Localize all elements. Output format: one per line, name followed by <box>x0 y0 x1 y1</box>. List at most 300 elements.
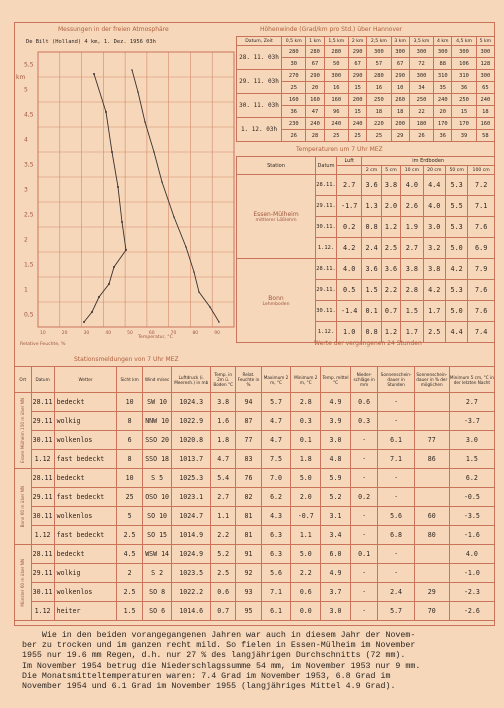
station-cell: 2.7 <box>449 393 494 412</box>
temp-value: 3.6 <box>362 259 381 280</box>
wind-speed: 20 <box>434 106 452 118</box>
wind-speed: 18 <box>391 106 409 118</box>
station-cell: 3.4 <box>321 526 351 545</box>
temps-row-date: 28.11. <box>316 175 337 196</box>
temperature-point <box>193 271 195 273</box>
temp-value: 2.2 <box>381 280 400 301</box>
station-cell: 92 <box>236 564 261 583</box>
station-cell: 86 <box>414 450 449 469</box>
temp-value: 3.2 <box>423 238 445 259</box>
wind-direction: 240 <box>349 118 367 130</box>
temp-value: 4.4 <box>445 322 467 343</box>
stations-table <box>14 366 495 621</box>
winds-table <box>236 36 495 142</box>
station-cell: 0.6 <box>211 583 236 602</box>
stations-title: Stationsmeldungen von 7 Uhr MEZ <box>74 356 179 363</box>
station-cell: 70 <box>414 602 449 621</box>
station-cell: bedeckt <box>54 393 117 412</box>
station-cell: 77 <box>236 431 261 450</box>
station-group-name: Bonn 60 m über NN <box>20 485 26 528</box>
humidity-point <box>121 221 123 223</box>
temp-value: 5.3 <box>445 175 467 196</box>
stations-col-header: Maximum 2 m, °C <box>261 367 291 393</box>
humidity-point <box>108 283 110 285</box>
temp-value: 7.6 <box>468 217 495 238</box>
station-soil: Lehmboden <box>262 301 290 307</box>
winds-col-level: 4 km <box>434 37 452 46</box>
wind-speed: 88 <box>434 58 452 70</box>
station-cell: 25 <box>117 488 142 507</box>
temp-value: 0.2 <box>337 217 362 238</box>
temp-value: 7.4 <box>468 322 495 343</box>
wind-direction: 170 <box>434 118 452 130</box>
wind-direction: 160 <box>306 94 324 106</box>
station-cell: 2.2 <box>291 564 321 583</box>
station-cell: 5.0 <box>291 469 321 488</box>
station-cell: · <box>378 488 414 507</box>
station-cell: 8 <box>117 450 142 469</box>
station-cell: 6 <box>117 431 142 450</box>
temperature-point <box>198 291 200 293</box>
wind-speed: 15 <box>349 82 367 94</box>
temp-value: 4.0 <box>337 259 362 280</box>
wind-speed: 29 <box>391 130 409 142</box>
stations-col-header: Sonnenschein-dauer in Stunden <box>378 367 414 393</box>
wind-speed: 15 <box>452 106 476 118</box>
station-cell: 6.8 <box>378 526 414 545</box>
wind-speed: 25 <box>282 82 306 94</box>
station-cell: SO 10 <box>142 507 172 526</box>
humidity-tick: 30 <box>83 331 90 336</box>
stations-col-header: Sonnenschein-dauer in % der möglichen <box>414 367 449 393</box>
station-cell: -0.7 <box>291 507 321 526</box>
station-cell: 6.2 <box>261 488 291 507</box>
station-cell: 87 <box>236 412 261 431</box>
station-cell: · <box>350 469 378 488</box>
station-cell: 29 <box>414 583 449 602</box>
station-cell: wolkig <box>54 564 117 583</box>
station-cell: 2.7 <box>211 488 236 507</box>
winds-col-level: 3 km <box>391 37 409 46</box>
station-cell: 2.8 <box>291 393 321 412</box>
paragraph-line: 1955 nur 19.6 mm Regen, d.h. nur 27 % des langjährigen Durchschnitts (72 mm). <box>22 651 406 661</box>
wind-direction: 290 <box>306 70 324 82</box>
station-cell: 2.5 <box>117 526 142 545</box>
temps-col-soil: im Erdboden <box>362 157 495 166</box>
station-cell <box>414 488 449 507</box>
wind-direction: 250 <box>452 94 476 106</box>
station-cell <box>414 564 449 583</box>
station-cell: 6.2 <box>449 469 494 488</box>
station-cell: -2.3 <box>449 583 494 602</box>
temperature-profile-line <box>132 70 219 322</box>
station-cell: wolkenlos <box>54 507 117 526</box>
station-cell: 3.9 <box>321 412 351 431</box>
station-cell: 7.1 <box>378 450 414 469</box>
station-cell: 3.0 <box>449 431 494 450</box>
wind-direction: 300 <box>409 70 433 82</box>
station-cell: 28.11 <box>31 545 54 564</box>
temp-value: 2.8 <box>401 280 423 301</box>
temp-value: 4.0 <box>423 196 445 217</box>
stations-col-header: Temp. mittel °C <box>321 367 351 393</box>
upper-air-subtitle: De Bilt (Holland) 4 km, 1. Dez. 1956 03h <box>26 39 156 45</box>
temp-value: 0.1 <box>362 301 381 322</box>
wind-direction: 300 <box>391 46 409 58</box>
station-cell: 4.7 <box>261 431 291 450</box>
paragraph-line: ber zu trocken und im ganzen recht mild. So fielen in Essen-Mülheim im November <box>22 641 416 651</box>
station-cell: 0.6 <box>350 393 378 412</box>
station-cell: fast bedeckt <box>54 488 117 507</box>
station-cell: 1024.9 <box>172 545 211 564</box>
temp-value: 2.5 <box>423 322 445 343</box>
temp-value: 1.5 <box>362 280 381 301</box>
altitude-tick: 4,5 <box>24 111 34 119</box>
station-cell: SO 8 <box>142 583 172 602</box>
wind-direction: 220 <box>367 118 391 130</box>
wind-direction: 250 <box>409 94 433 106</box>
station-cell: · <box>350 450 378 469</box>
temp-value: 5.0 <box>445 301 467 322</box>
station-cell: -3.7 <box>449 412 494 431</box>
wind-direction: 280 <box>367 70 391 82</box>
station-cell: · <box>350 431 378 450</box>
wind-direction: 300 <box>367 46 391 58</box>
station-cell: 4.7 <box>261 412 291 431</box>
upper-air-panel <box>14 22 236 352</box>
station-cell: 1024.3 <box>172 393 211 412</box>
wind-direction: 160 <box>282 94 306 106</box>
station-cell: WSW 14 <box>142 545 172 564</box>
station-cell: 2.5 <box>211 564 236 583</box>
station-cell: 76 <box>236 469 261 488</box>
station-cell: 28.11 <box>31 393 54 412</box>
temp-value: 1.2 <box>381 217 400 238</box>
temperature-point <box>218 321 220 323</box>
station-cell: fast bedeckt <box>54 450 117 469</box>
stations-col-header: Sicht km <box>117 367 142 393</box>
station-cell: · <box>378 469 414 488</box>
station-cell: 5.6 <box>261 564 291 583</box>
station-cell: 28.11 <box>31 469 54 488</box>
temp-value: -1.7 <box>337 196 362 217</box>
altitude-tick: 5,5 <box>24 61 34 69</box>
temp-value: 1.3 <box>362 196 381 217</box>
station-cell: 5.0 <box>291 545 321 564</box>
wind-speed: 16 <box>324 82 348 94</box>
station-cell: 81 <box>236 526 261 545</box>
wind-direction: 300 <box>476 46 494 58</box>
station-group-name: Münster 60 m über NN <box>20 558 26 607</box>
humidity-tick: 80 <box>192 331 199 336</box>
wind-direction: 280 <box>324 46 348 58</box>
station-cell: 81 <box>236 507 261 526</box>
stations-col-header: Datum <box>31 367 54 393</box>
wind-speed: 25 <box>349 130 367 142</box>
temperature-point <box>137 91 139 93</box>
temps-row-date: 30.11. <box>316 301 337 322</box>
chart-border <box>38 52 234 327</box>
station-cell: 1.5 <box>449 450 494 469</box>
altitude-tick: 4 <box>24 136 28 144</box>
wind-speed: 25 <box>324 130 348 142</box>
station-cell: 95 <box>236 602 261 621</box>
station-cell: 0.6 <box>291 583 321 602</box>
temps-row-date: 29.11. <box>316 280 337 301</box>
temp-value: 3.8 <box>423 259 445 280</box>
station-cell: -0.5 <box>449 488 494 507</box>
station-cell: 4.7 <box>211 450 236 469</box>
station-cell: 1014.9 <box>172 526 211 545</box>
wind-direction: 250 <box>367 94 391 106</box>
station-cell: 1013.7 <box>172 450 211 469</box>
soil-depth-header: 50 cm <box>445 166 467 175</box>
winds-col-level: 3,5 km <box>409 37 433 46</box>
station-cell: 2.0 <box>291 488 321 507</box>
temp-value: 2.7 <box>337 175 362 196</box>
wind-speed: 57 <box>367 58 391 70</box>
stations-col-header: Temp. in 2m ü. Boden °C <box>211 367 236 393</box>
temperature-axis-label: Temperatur, °C <box>138 335 173 340</box>
humidity-point <box>125 249 127 251</box>
wind-direction: 240 <box>306 118 324 130</box>
temp-value: 4.2 <box>423 280 445 301</box>
station-cell: -2.6 <box>449 602 494 621</box>
temp-value: 1.9 <box>401 217 423 238</box>
altitude-tick: 5 <box>24 86 28 94</box>
altitude-tick: 1,5 <box>24 261 34 269</box>
wind-direction: 170 <box>452 118 476 130</box>
winds-col-level: 2,5 km <box>367 37 391 46</box>
temps-table <box>236 156 495 343</box>
wind-speed: 67 <box>306 58 324 70</box>
wind-direction: 260 <box>391 94 409 106</box>
station-cell: -1.0 <box>449 564 494 583</box>
temp-value: 3.6 <box>381 259 400 280</box>
station-name: Essen-Mülheim <box>253 210 299 218</box>
paragraph-line: November 1954 und 6.1 Grad im November 1955 (langjähriges Mittel 4.9 Grad). <box>22 682 396 692</box>
temp-value: 2.7 <box>401 238 423 259</box>
station-cell: 5.7 <box>261 393 291 412</box>
wind-speed: 47 <box>306 106 324 118</box>
station-cell: · <box>378 564 414 583</box>
soil-depth-header: 20 cm <box>423 166 445 175</box>
station-cell: 1.12 <box>31 450 54 469</box>
soil-depth-header: 10 cm <box>401 166 423 175</box>
station-cell: 6.1 <box>261 602 291 621</box>
stations-col-header: Minimum 2 m, °C <box>291 367 321 393</box>
station-cell: 0.0 <box>291 602 321 621</box>
wind-direction: 200 <box>349 94 367 106</box>
wind-speed: 20 <box>306 82 324 94</box>
station-cell: · <box>378 393 414 412</box>
wind-speed: 26 <box>282 130 306 142</box>
temps-col-date: Datum <box>316 157 337 175</box>
temps-row-date: 1.12. <box>316 322 337 343</box>
station-cell: · <box>378 545 414 564</box>
station-cell <box>414 393 449 412</box>
winds-row-date: 1. 12. 03h <box>237 118 282 142</box>
station-cell: 2.4 <box>378 583 414 602</box>
station-cell: 1023.1 <box>172 488 211 507</box>
humidity-tick: 90 <box>214 331 220 336</box>
humidity-point <box>91 311 93 313</box>
temp-value: 2.6 <box>401 196 423 217</box>
station-cell: OSO 10 <box>142 488 172 507</box>
station-cell <box>414 412 449 431</box>
winds-title: Höhenwinde (Grad/km pro Std.) über Hannover <box>260 26 403 33</box>
temp-value: 0.8 <box>362 322 381 343</box>
station-cell: 4.5 <box>117 545 142 564</box>
wind-speed: 36 <box>282 106 306 118</box>
station-cell: 1.5 <box>117 602 142 621</box>
humidity-point <box>117 186 119 188</box>
altitude-tick: 3 <box>24 186 28 194</box>
temp-value: 1.5 <box>401 301 423 322</box>
temp-value: 4.4 <box>423 175 445 196</box>
station-cell: 1022.2 <box>172 583 211 602</box>
wind-direction: 300 <box>434 46 452 58</box>
station-cell: 8 <box>117 412 142 431</box>
station-cell: 3.0 <box>321 431 351 450</box>
temp-value: 3.0 <box>423 217 445 238</box>
station-cell <box>414 545 449 564</box>
station-cell: 2.2 <box>211 526 236 545</box>
wind-speed: 34 <box>409 82 433 94</box>
temps-row-date: 29.11. <box>316 196 337 217</box>
station-cell: 29.11 <box>31 412 54 431</box>
soil-depth-header: 2 cm <box>362 166 381 175</box>
station-cell: 1.8 <box>291 450 321 469</box>
upper-air-title: Messungen in der freien Atmosphäre <box>58 26 169 33</box>
station-cell: 5 <box>117 507 142 526</box>
station-cell: 0.3 <box>291 412 321 431</box>
wind-direction: 240 <box>324 118 348 130</box>
humidity-tick: 20 <box>61 331 68 336</box>
temps-title: Temperaturen um 7 Uhr MEZ <box>296 146 383 153</box>
stations-col-header: Minimum 5 cm, °C in der letzten Nacht <box>449 367 494 393</box>
station-cell: 1025.3 <box>172 469 211 488</box>
temps-row-date: 28.11. <box>316 259 337 280</box>
wind-speed: 15 <box>349 106 367 118</box>
station-cell: NNW 10 <box>142 412 172 431</box>
soil-depth-header: 5 cm <box>381 166 400 175</box>
humidity-point <box>105 111 107 113</box>
station-cell: 4.9 <box>321 393 351 412</box>
station-cell: 60 <box>414 507 449 526</box>
station-cell: heiter <box>54 602 117 621</box>
station-cell: · <box>350 602 378 621</box>
station-cell: 1.1 <box>211 507 236 526</box>
wind-direction: 240 <box>476 94 494 106</box>
wind-direction: 290 <box>349 46 367 58</box>
wind-direction: 300 <box>409 46 433 58</box>
winds-col-level: 4,5 km <box>452 37 476 46</box>
paragraph-line: Die Monatsmitteltemperaturen waren: 7.4 Grad im November 1953, 6.8 Grad im <box>22 671 391 681</box>
paragraph-line: Im November 1954 betrug die Niederschlagssumme 54 mm, im November 1953 nur 9 mm. <box>22 661 421 671</box>
station-cell: 6.0 <box>321 545 351 564</box>
station-cell: 4.3 <box>261 507 291 526</box>
station-cell: -3.5 <box>449 507 494 526</box>
station-cell: -1.6 <box>449 526 494 545</box>
temp-value: 3.8 <box>381 175 400 196</box>
wind-speed: 18 <box>367 106 391 118</box>
soil-depth-header: 100 cm <box>468 166 495 175</box>
temp-value: 0.5 <box>337 280 362 301</box>
station-cell: 2 <box>117 564 142 583</box>
temps-row-date: 1.12. <box>316 238 337 259</box>
station-cell: 3.7 <box>321 583 351 602</box>
humidity-tick: 50 <box>127 331 133 336</box>
temps-row-date: 30.11. <box>316 217 337 238</box>
station-cell: 1023.5 <box>172 564 211 583</box>
station-cell <box>414 469 449 488</box>
station-cell: 4.0 <box>449 545 494 564</box>
wind-speed: 72 <box>409 58 433 70</box>
temperature-point <box>161 181 163 183</box>
temperature-point <box>144 121 146 123</box>
wind-speed: 10 <box>391 82 409 94</box>
station-cell: 5.2 <box>321 488 351 507</box>
temp-value: 7.1 <box>468 196 495 217</box>
station-cell: · <box>350 583 378 602</box>
station-cell: wolkenlos <box>54 583 117 602</box>
wind-speed: 36 <box>452 82 476 94</box>
winds-col-level: 1,5 km <box>324 37 348 46</box>
temp-value: 1.0 <box>337 322 362 343</box>
winds-row-date: 28. 11. 03h <box>237 46 282 70</box>
wind-direction: 300 <box>452 46 476 58</box>
station-cell: 1.1 <box>291 526 321 545</box>
wind-speed: 58 <box>476 130 494 142</box>
wind-speed: 28 <box>306 130 324 142</box>
station-cell: 6.3 <box>261 545 291 564</box>
station-cell: 4.9 <box>321 564 351 583</box>
wind-direction: 310 <box>452 70 476 82</box>
temp-value: 7.6 <box>468 301 495 322</box>
paragraph-line: Wie in den beiden vorangegangenen Jahren war auch in diesem Jahr der Novem- <box>22 631 416 640</box>
station-cell: 93 <box>236 583 261 602</box>
altitude-unit: km <box>16 74 26 81</box>
humidity-point <box>83 321 85 323</box>
temp-value: 0.8 <box>362 217 381 238</box>
station-cell: 5.4 <box>211 469 236 488</box>
station-cell: 30.11 <box>31 583 54 602</box>
station-cell: fast bedeckt <box>54 526 117 545</box>
station-cell: 5.7 <box>378 602 414 621</box>
station-cell: 29.11 <box>31 488 54 507</box>
temperature-point <box>153 151 155 153</box>
wind-speed: 35 <box>434 82 452 94</box>
stations-col-header: Wetter <box>54 367 117 393</box>
wind-direction: 160 <box>324 94 348 106</box>
wind-direction: 200 <box>391 118 409 130</box>
humidity-tick: 70 <box>170 331 177 336</box>
temperature-point <box>131 69 133 71</box>
temp-value: 4.2 <box>337 238 362 259</box>
stations-col-header: Nieder-schläge in mm <box>350 367 378 393</box>
altitude-tick: 0,5 <box>24 311 34 319</box>
wind-direction: 270 <box>282 70 306 82</box>
temp-value: 2.5 <box>381 238 400 259</box>
temperature-point <box>185 246 187 248</box>
station-cell: 0.1 <box>350 545 378 564</box>
station-cell: 80 <box>414 526 449 545</box>
wind-direction: 290 <box>349 70 367 82</box>
station-cell: · <box>350 507 378 526</box>
wind-direction: 290 <box>391 70 409 82</box>
wind-speed: 106 <box>452 58 476 70</box>
